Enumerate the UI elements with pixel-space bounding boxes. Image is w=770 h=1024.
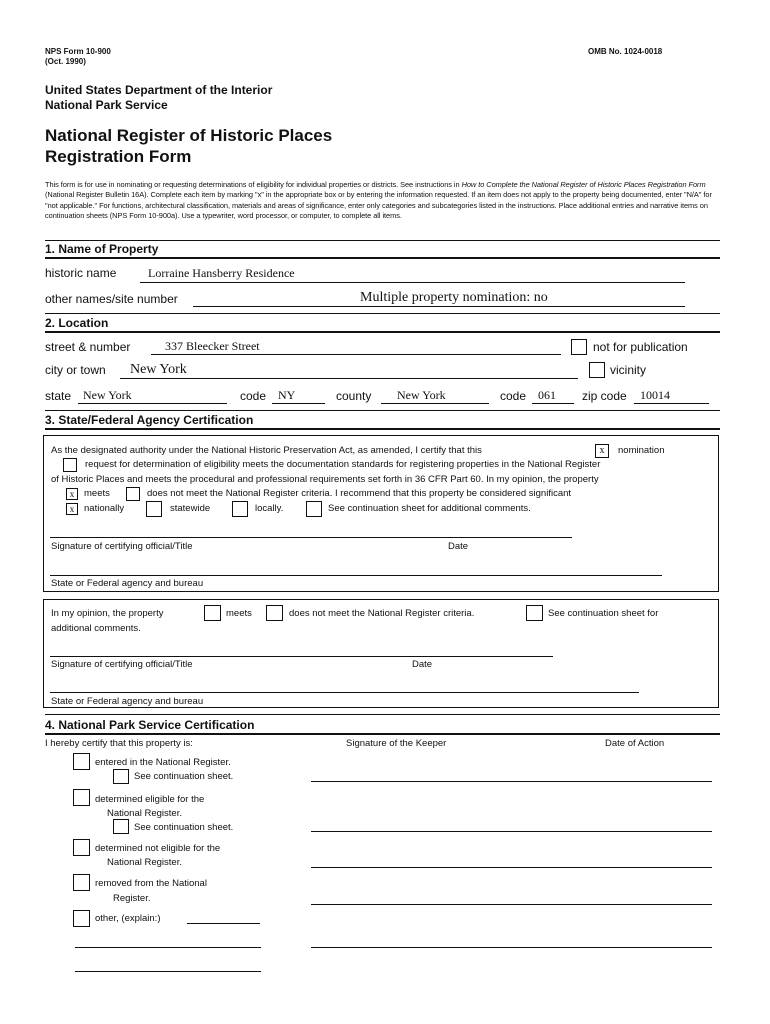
nationally-label: nationally [84,503,125,514]
eligible-continuation-label: See continuation sheet. [134,822,234,833]
other-signature-line[interactable] [311,947,712,948]
agency2-line[interactable] [50,692,639,693]
city-field[interactable]: New York [130,362,187,377]
date2-label: Date [412,659,433,670]
eligible-checkbox[interactable] [73,789,90,806]
entered-checkbox[interactable] [73,753,90,770]
section-4-heading: 4. National Park Service Certification [45,718,255,732]
keeper-signature-label: Signature of the Keeper [346,738,447,749]
intro-reference: How to Complete the National Register of Historic Places Registration Form [461,180,706,189]
historic-name-field[interactable]: Lorraine Hansberry Residence [148,266,295,280]
signature-line[interactable] [50,537,572,538]
street-label: street & number [45,340,131,354]
department-name: United States Department of the Interior [45,83,273,97]
certification-statement-line2: request for determination of eligibility meets the documentation standards for registering properties in the National Register [85,459,601,470]
meets-label: meets [84,488,110,499]
certification-statement-line3: of Historic Places and meets the procedural and professional requirements set forth in 36 CFR Part 60. In my opinion, the property [51,474,599,485]
date-of-action-label: Date of Action [605,738,665,749]
eligible-continuation-checkbox[interactable] [113,819,129,834]
opinion-meets-label: meets [226,608,252,619]
opinion-label: In my opinion, the property [51,608,164,619]
removed-label-line2: Register. [113,893,151,904]
other-explain-line2[interactable] [75,947,261,948]
opinion-continuation-label2: additional comments. [51,623,141,634]
form-title-line1: National Register of Historic Places [45,126,333,145]
entered-continuation-checkbox[interactable] [113,769,129,784]
agency-line[interactable] [50,575,662,576]
form-number: NPS Form 10-900 [45,47,111,56]
continuation-sheet-label: See continuation sheet for additional comments. [328,503,531,514]
signature2-line[interactable] [50,656,553,657]
not-for-publication-checkbox[interactable] [571,339,587,355]
nomination-label: nomination [618,445,665,456]
eligible-label-line1: determined eligible for the [95,794,205,805]
section-3-heading: 3. State/Federal Agency Certification [45,413,254,427]
historic-name-label: historic name [45,266,117,280]
entered-continuation-label: See continuation sheet. [134,771,234,782]
entered-label: entered in the National Register. [95,757,231,768]
service-name: National Park Service [45,98,168,112]
zip-code-label: zip code [582,389,627,403]
not-eligible-label-line1: determined not eligible for the [95,843,221,854]
agency2-label: State or Federal agency and bureau [51,696,204,707]
state-code-label: code [240,389,267,403]
removed-label-line1: removed from the National [95,878,207,889]
omb-number: OMB No. 1024-0018 [588,47,663,56]
not-for-publication-label: not for publication [593,340,688,354]
continuation-sheet-checkbox[interactable] [306,501,322,517]
removed-checkbox[interactable] [73,874,90,891]
other-checkbox[interactable] [73,910,90,927]
not-eligible-checkbox[interactable] [73,839,90,856]
county-label: county [336,389,372,403]
other-explain-label: other, (explain:) [95,913,161,924]
other-names-label: other names/site number [45,292,178,306]
section-1-heading: 1. Name of Property [45,242,159,256]
eligible-signature-line[interactable] [311,831,712,832]
zip-code-field[interactable]: 10014 [640,388,670,402]
removed-signature-line[interactable] [311,904,712,905]
signature-label: Signature of certifying official/Title [51,541,193,552]
vicinity-checkbox[interactable] [589,362,605,378]
certification-statement-line1: As the designated authority under the National Historic Preservation Act, as amended, I certify that this [51,445,482,456]
county-code-field[interactable]: 061 [538,388,556,402]
vicinity-label: vicinity [610,363,647,377]
opinion-continuation-checkbox[interactable] [526,605,543,621]
date-label: Date [448,541,469,552]
county-field[interactable]: New York [397,388,446,402]
does-not-meet-label: does not meet the National Register criteria. I recommend that this property be considered significant [147,488,572,499]
statewide-checkbox[interactable] [146,501,162,517]
other-names-field[interactable]: Multiple property nomination: no [360,290,548,305]
request-determination-checkbox[interactable] [63,458,77,472]
locally-checkbox[interactable] [232,501,248,517]
state-label: state [45,389,72,403]
meets-checkbox[interactable]: x [66,488,78,500]
eligible-label-line2: National Register. [107,808,182,819]
opinion-meets-checkbox[interactable] [204,605,221,621]
intro-text: This form is for use in nominating or requesting determinations of eligibility for individual properties or districts. See instructions in How to Complete the National Register of Historic Places Registration Form (National Register Bulletin 16A). Complete each item by marking "x" in the appropriate box or by entering the information requested. If an item does not apply to the property being documented, enter "N/A" for "not applicable." For functions, architectural classification, materials and areas of significance, enter only categories and subcategories listed in the instructions. Place additional entries and narrative items on continuation sheets (NPS Form 10-900a). Use a typewriter, word processor, or computer, to complete all items. [45,180,712,221]
not-eligible-label-line2: National Register. [107,857,182,868]
state-code-field[interactable]: NY [278,388,296,402]
county-code-label: code [500,389,527,403]
section-2-heading: 2. Location [45,316,109,330]
signature2-label: Signature of certifying official/Title [51,659,193,670]
not-eligible-signature-line[interactable] [311,867,712,868]
street-field[interactable]: 337 Bleecker Street [165,339,260,353]
nomination-checkbox[interactable]: x [595,444,609,458]
locally-label: locally. [255,503,284,514]
entered-signature-line[interactable] [311,781,712,782]
form-title-line2: Registration Form [45,147,192,166]
agency-label: State or Federal agency and bureau [51,578,204,589]
other-explain-line[interactable] [187,923,260,924]
opinion-does-not-meet-checkbox[interactable] [266,605,283,621]
city-label: city or town [45,363,106,377]
form-date: (Oct. 1990) [45,57,86,66]
certify-label: I hereby certify that this property is: [45,738,193,749]
opinion-does-not-meet-label: does not meet the National Register criteria. [289,608,475,619]
nationally-checkbox[interactable]: x [66,503,78,515]
does-not-meet-checkbox[interactable] [126,487,140,501]
other-explain-line3[interactable] [75,971,261,972]
state-field[interactable]: New York [83,388,132,402]
opinion-continuation-label: See continuation sheet for [548,608,659,619]
statewide-label: statewide [170,503,211,514]
